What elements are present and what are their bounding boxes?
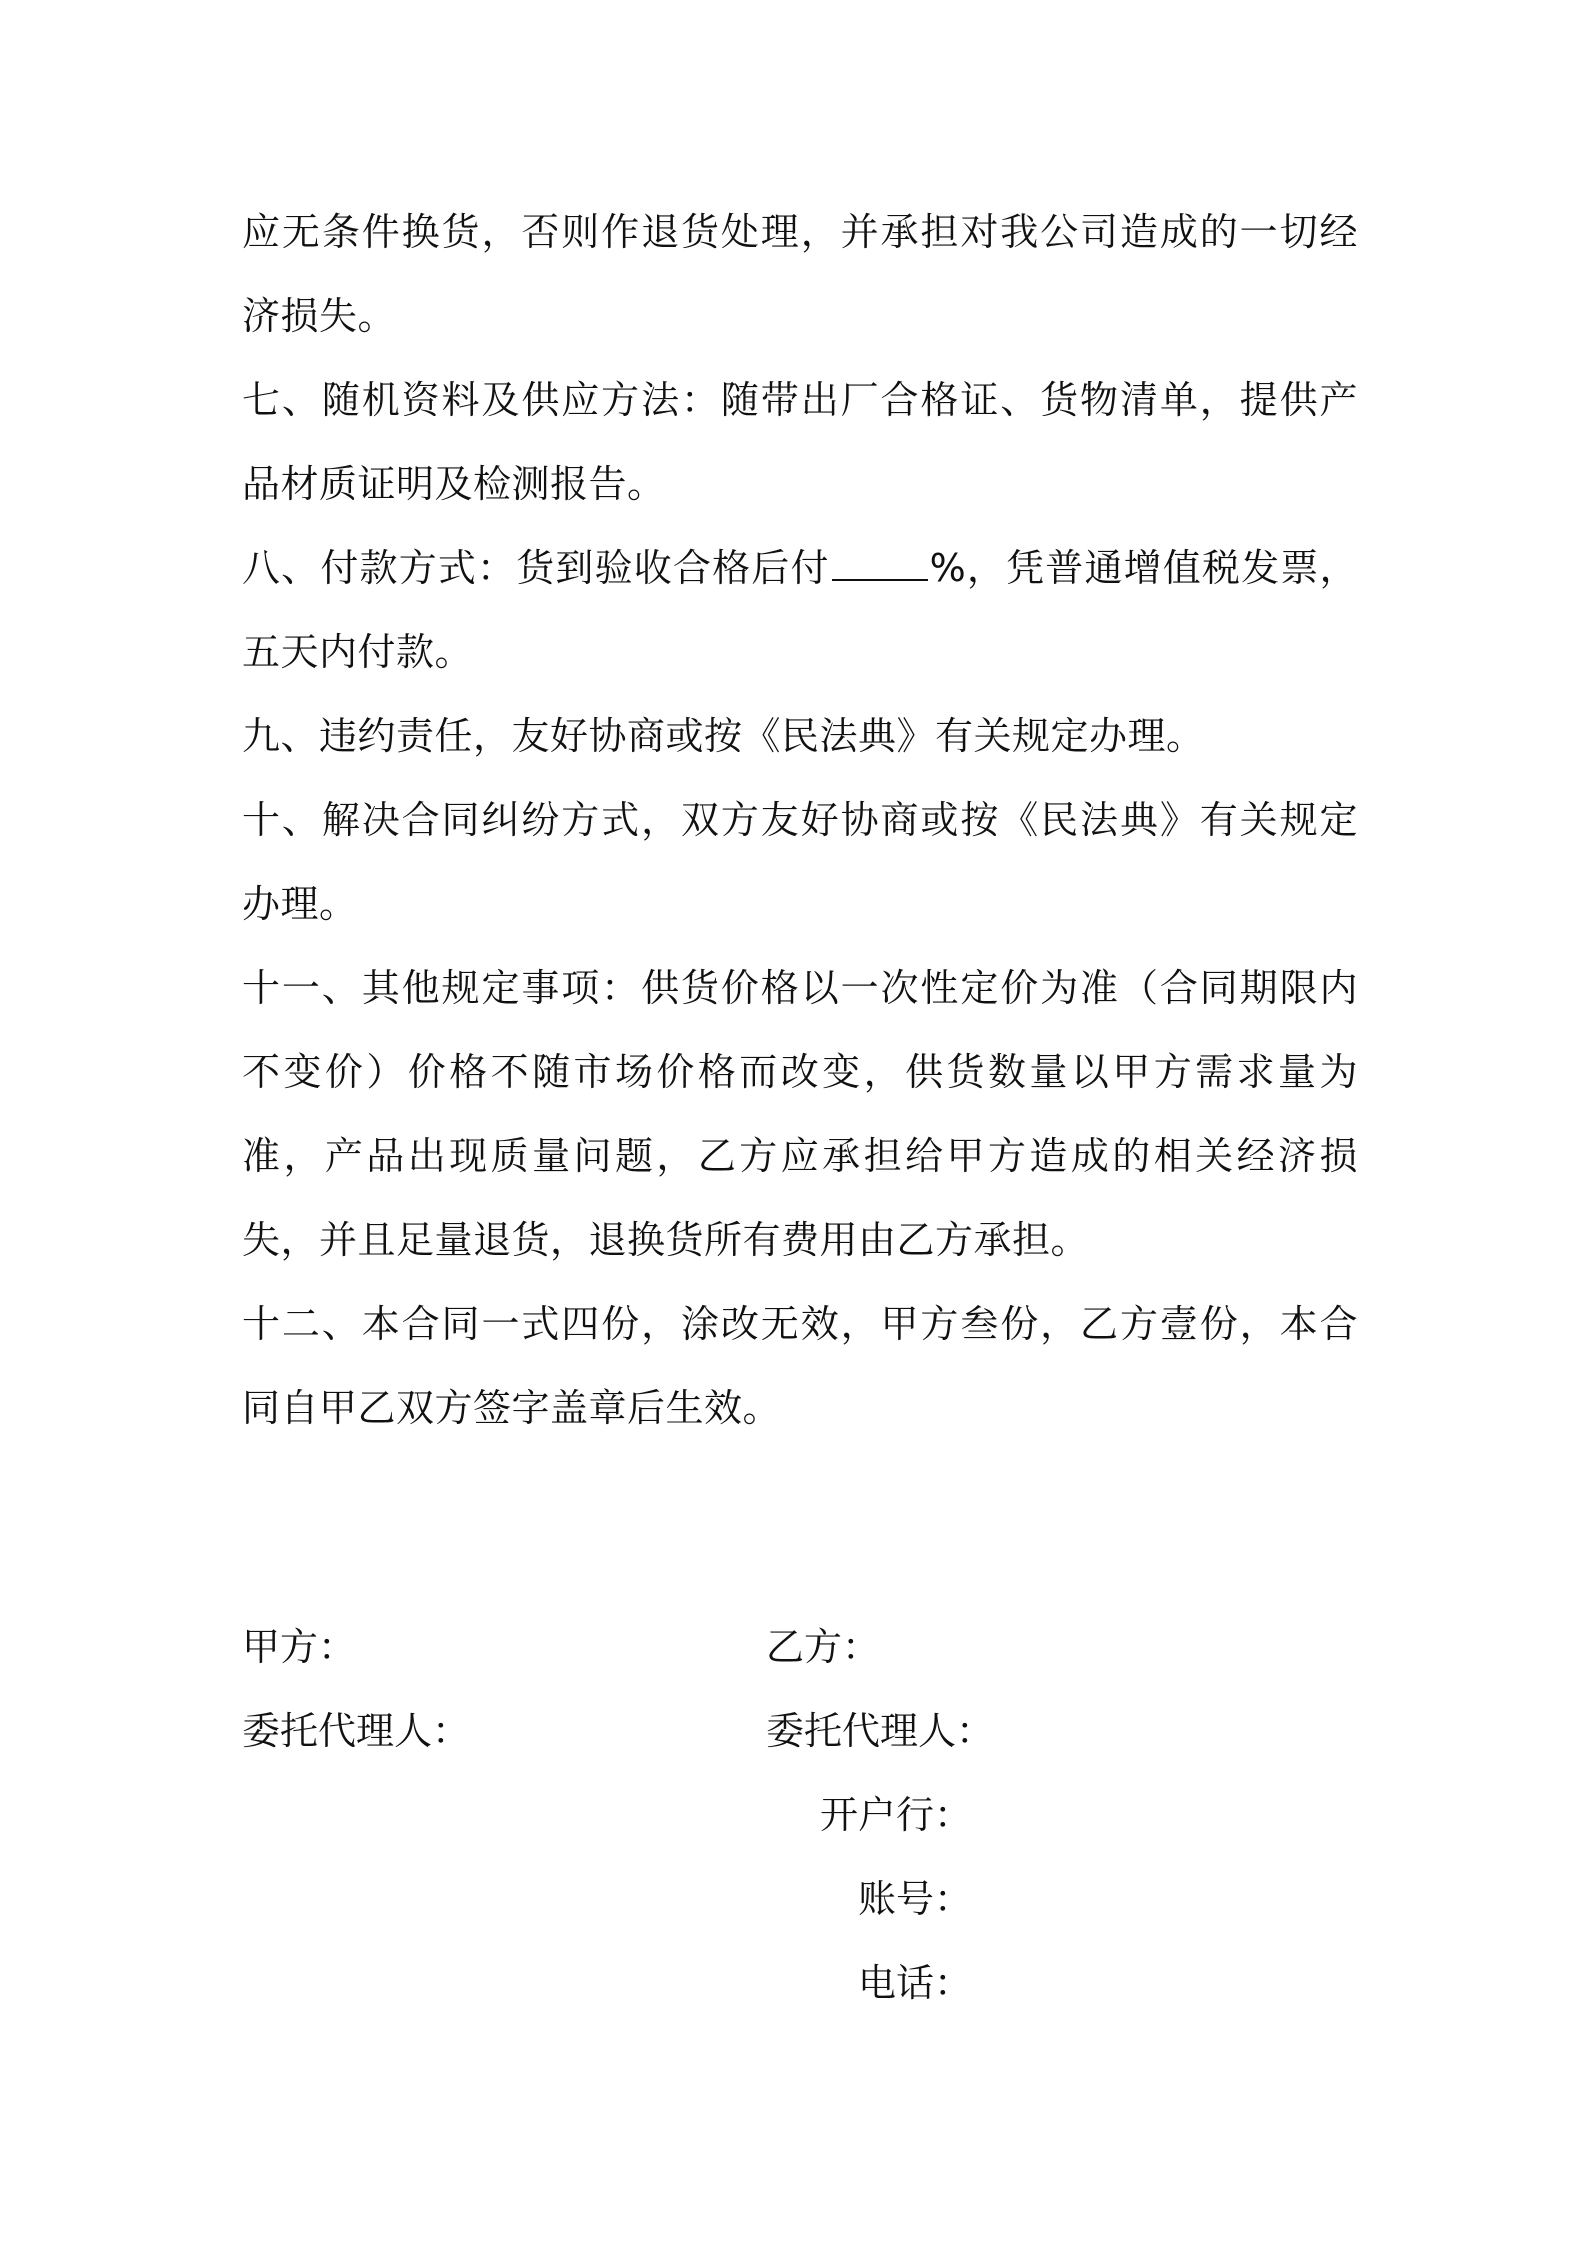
clause-11-other-terms: 十一、其他规定事项：供货价格以一次性定价为准（合同期限内不变价）价格不随市场价格而改变，供货数量以甲方需求量为准，产品出现质量问题，乙方应承担给甲方造成的相关经济损失，并且足量退货，退换货所有费用由乙方承担。	[242, 966, 1358, 1262]
clause-7-documents-supply: 七、随机资料及供应方法：随带出厂合格证、货物清单，提供产品材质证明及检测报告。	[242, 378, 1358, 506]
account-label: 账号：	[857, 1877, 972, 1921]
clause-8-text-before-blank: 八、付款方式：货到验收合格后付	[242, 546, 830, 590]
party-b-label: 乙方：	[766, 1625, 881, 1669]
clause-continuation: 应无条件换货，否则作退货处理，并承担对我公司造成的一切经济损失。	[242, 210, 1358, 338]
clause-9-liability: 九、违约责任，友好协商或按《民法典》有关规定办理。	[242, 714, 1205, 758]
clause-8-text-after-blank: %，凭普通增值税发票，五天内付款。	[242, 546, 1358, 674]
payment-percent-blank	[832, 545, 928, 581]
party-a-agent-label: 委托代理人：	[242, 1709, 471, 1753]
clause-10-disputes: 十、解决合同纠纷方式，双方友好协商或按《民法典》有关规定办理。	[242, 798, 1358, 926]
clause-8-payment	[242, 526, 1358, 694]
clause-12-copies-effect: 十二、本合同一式四份，涂改无效，甲方叁份，乙方壹份，本合同自甲乙双方签字盖章后生效。	[242, 1302, 1358, 1430]
phone-label: 电话：	[857, 1961, 972, 2005]
party-b-agent-label: 委托代理人：	[766, 1709, 995, 1753]
party-a-label: 甲方：	[242, 1625, 357, 1669]
bank-label: 开户行：	[819, 1793, 972, 1837]
contract-body	[242, 190, 1358, 1450]
